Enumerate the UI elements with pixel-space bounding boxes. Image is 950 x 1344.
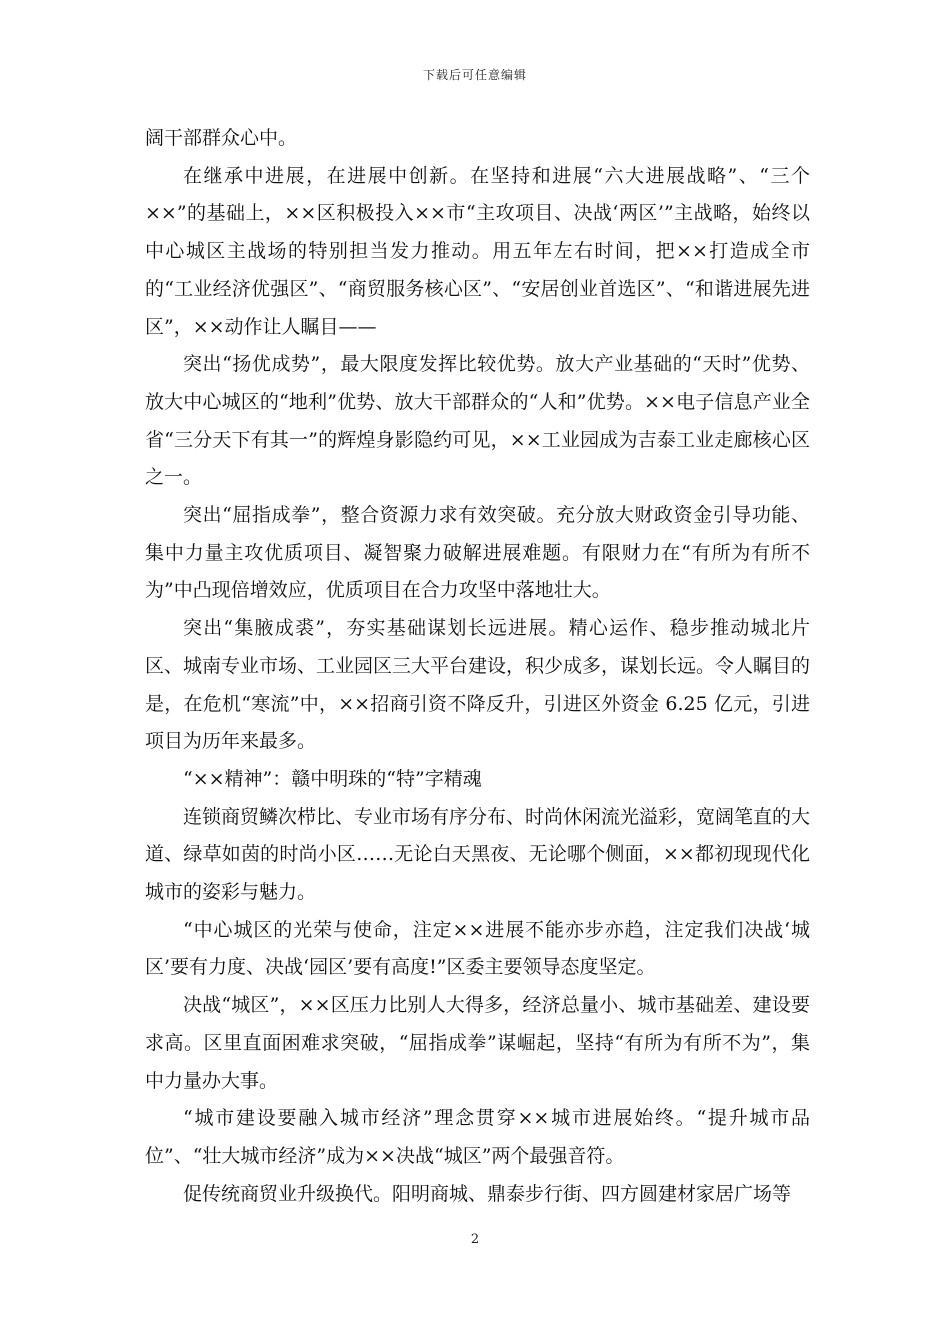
page-header: 下载后可任意编辑 bbox=[422, 68, 527, 82]
paragraph: 促传统商贸业升级换代。阳明商城、鼎泰步行街、四方圆建材家居广场等 bbox=[183, 1182, 792, 1205]
paragraph: 阔干部群众心中。 bbox=[145, 127, 298, 149]
paragraph: 连锁商贸鳞次栉比、专业市场有序分布、时尚休闲流光溢彩，宽阔笔直的大道、绿草如茵的时尚小区……无论白天黑夜、无论哪个侧面，××都初现现代化城市的姿彩与魅力。 bbox=[145, 805, 811, 904]
section-heading: “××精神”：赣中明珠的“特”字精魂 bbox=[183, 767, 482, 790]
paragraph: 决战“城区”，××区压力比别人大得多，经济总量小、城市基础差、建设要求高。区里直面困难求突破，“屈指成拳”谋崛起，坚持“有所为有所不为”，集中力量办大事。 bbox=[145, 994, 810, 1092]
document-body bbox=[145, 120, 810, 1213]
page-number: 2 bbox=[470, 1232, 480, 1247]
paragraph: 在继承中进展，在进展中创新。在坚持和进展“六大进展战略”、“三个××”的基础上，××区积极投入××市“主攻项目、决战‘两区’”主战略，始终以中心城区主战场的特别担当发力推动。用五年左右时间，把××打造成全市的“工业经济优强区”、“商贸服务核心区”、“安居创业首选区”、“和谐进展先进区”，××动作让人瞩目—— bbox=[145, 164, 810, 338]
paragraph: 突出“屈指成拳”，整合资源力求有效突破。充分放大财政资金引导功能、集中力量主攻优质项目、凝智聚力破解进展难题。有限财力在“有所为有所不为”中凸现倍增效应，优质项目在合力攻坚中落地壮大。 bbox=[145, 504, 810, 602]
paragraph: “城市建设要融入城市经济”理念贯穿××城市进展始终。“提升城市品位”、“壮大城市经济”成为××决战“城区”两个最强音符。 bbox=[145, 1107, 810, 1167]
paragraph: 突出“集腋成裘”，夯实基础谋划长远进展。精心运作、稳步推动城北片区、城南专业市场、工业园区三大平台建设，积少成多，谋划长远。令人瞩目的是，在危机“寒流”中，××招商引资不降反升，引进区外资金 6.25 亿元，引进项目为历年来最多。 bbox=[145, 617, 811, 753]
paragraph: 突出“扬优成势”，最大限度发挥比较优势。放大产业基础的“天时”优势、放大中心城区的“地利”优势、放大干部群众的“人和”优势。××电子信息产业全省“三分天下有其一”的辉煌身影隐约可见，××工业园成为吉泰工业走廊核心区之一。 bbox=[145, 353, 810, 489]
paragraph: “中心城区的光荣与使命，注定××进展不能亦步亦趋，注定我们决战‘城区’要有力度、决战‘园区’要有高度!”区委主要领导态度坚定。 bbox=[145, 918, 810, 979]
